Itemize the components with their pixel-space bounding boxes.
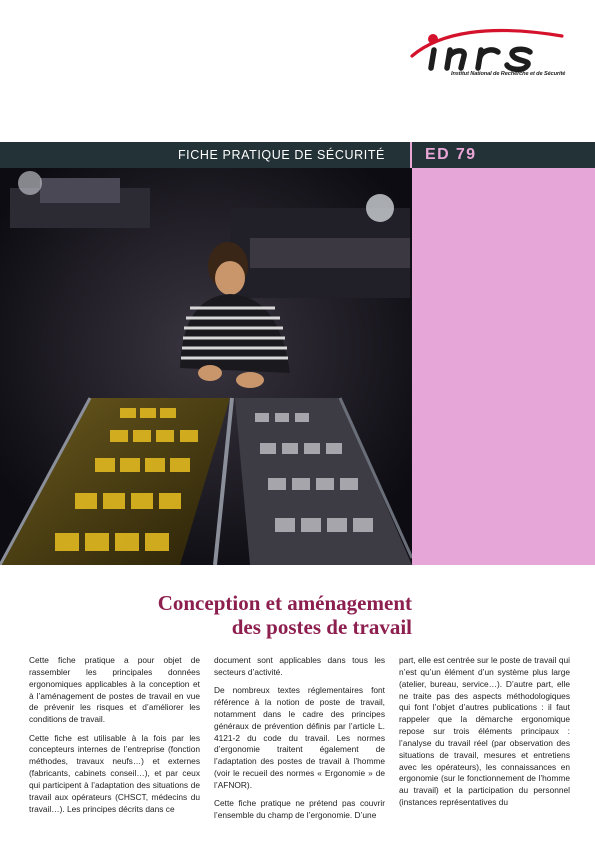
series-band (0, 142, 595, 168)
text-column-1 (29, 655, 200, 822)
assembly-line-photo (0, 168, 412, 565)
paragraph: document sont applicables dans tous les secteurs d’activité. (214, 655, 385, 677)
series-title: FICHE PRATIQUE DE SÉCURITÉ (177, 148, 385, 162)
logo-subtitle: Institut National de Recherche et de Sécurité (451, 71, 566, 77)
document-code: ED 79 (425, 146, 477, 163)
cover-photo (0, 168, 412, 565)
band-separator (410, 142, 412, 168)
paragraph: De nombreux textes réglementaires font référence à la notion de poste de travail, notamment dans le cadre des principes généraux de prévention définis par l’article L. 4121-2 du code du travail. Les normes d’ergonomie traitent également de l’adaptation des postes de travail à l’homme (voir le recueil des normes « Ergonomie » de l’AFNOR). (214, 685, 385, 790)
text-column-3 (399, 655, 570, 815)
accent-panel (412, 168, 595, 565)
paragraph: part, elle est centrée sur le poste de travail qui n’est qu’un élément d’un système plus large (atelier, bureau, service…). D’autre part, elle ne traite pas des aspects méthodologiques qui font l’objet d’autres publications : il faut rappeler que la démarche ergonomique repose sur trois éléments principaux : l’analyse du travail réel (par observation des situations de travail, mesures et entretiens avec les opérateurs), les connaissances en ergonomie (sur le fonctionnement de l’homme au travail) et la participation du personnel (instances représentatives du (399, 655, 570, 808)
document-title (32, 591, 412, 639)
text-column-2 (214, 655, 385, 828)
paragraph: Cette fiche pratique a pour objet de rassembler les principales données ergonomiques applicables à la conception et à l’aménagement de postes de travail en vue de prévenir les risques et d’améliorer les conditions de travail. (29, 655, 200, 725)
paragraph: Cette fiche pratique ne prétend pas couvrir l’ensemble du champ de l’ergonomie. D’une (214, 798, 385, 821)
paragraph: Cette fiche est utilisable à la fois par les concepteurs internes de l’entreprise (fonction méthodes, travaux neufs…) et externes (fabricants, cabinets conseil…), et par ceux qui participent à l’adaptation des situations de travail aux opérateurs (CHSCT, médecins du travail…). Les principes décrits dans ce (29, 732, 200, 814)
title-line-2: des postes de travail (231, 615, 412, 639)
title-line-1: Conception et aménagement (157, 591, 412, 615)
